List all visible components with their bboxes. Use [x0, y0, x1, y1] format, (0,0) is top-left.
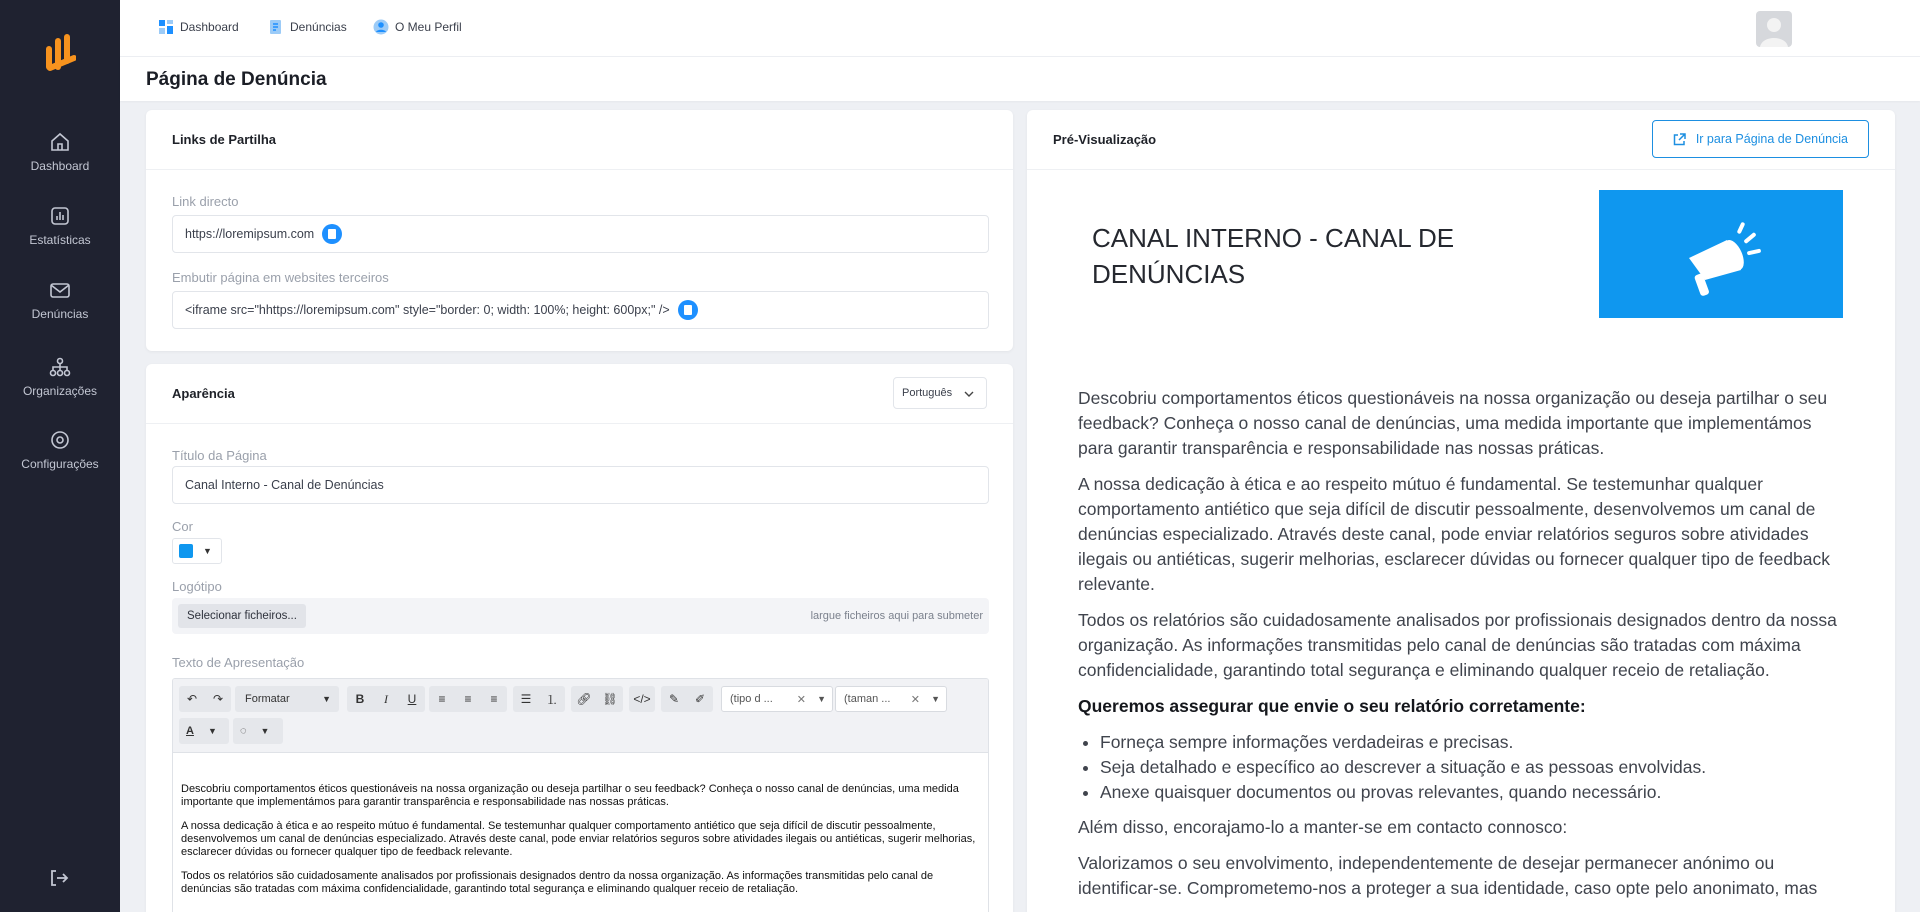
direct-link-value: https://loremipsum.com: [185, 227, 315, 241]
align-center-icon[interactable]: ≡: [464, 692, 472, 706]
embed-value: <iframe src="hhttps://loremipsum.com" style="border: 0; width: 100%; height: 600px;" />: [185, 303, 670, 317]
dashboard-icon: [158, 19, 174, 35]
align-group: [429, 686, 507, 712]
sidebar-item-label: Organizações: [22, 384, 98, 398]
font-color-button[interactable]: [179, 718, 229, 744]
text-style-group: [347, 686, 425, 712]
preview-list: [1100, 730, 1838, 805]
logo-label: Logótipo: [172, 579, 222, 594]
topnav-dashboard[interactable]: [158, 19, 239, 35]
list-group: [513, 686, 565, 712]
language-value: Português: [902, 387, 953, 399]
font-family-value: (tipo d ...: [730, 693, 773, 705]
editor-paragraph: Todos os relatórios são cuidadosamente analisados por profissionais designados dentro da nossa organização. As informações transmitidas pelo canal de denúncias são tratadas com máxima confidencialidade, garantindo total segurança e eliminando qualquer receio de retaliação.: [181, 870, 934, 895]
editor-paragraph: A nossa dedicação à ética e ao respeito mútuo é fundamental. Se testemunhar qualquer comportamento antiético que seja difícil de discutir pessoalmente, desenvolvemos um canal de denúncias especializado. Através deste canal, pode enviar relatórios seguros sobre atividades ilegais ou antiéticas, sugerir melhorias, esclarecer dúvidas ou fornecer qualquer tipo de feedback relevante.: [181, 820, 976, 858]
gear-icon: [49, 429, 71, 451]
format-dropdown[interactable]: [235, 686, 339, 712]
links-card: [146, 110, 1013, 351]
upload-hint: largue ficheiros aqui para submeter: [810, 610, 983, 622]
topnav-label: Dashboard: [180, 20, 239, 34]
unlink-icon[interactable]: ⛓︎: [602, 692, 618, 706]
select-files-button[interactable]: Selecionar ficheiros...: [178, 604, 306, 628]
background-color-button[interactable]: [233, 718, 283, 744]
clear-format-icon[interactable]: ✎: [668, 692, 680, 706]
direct-link-label: Link directo: [172, 194, 239, 209]
close-icon[interactable]: ✕: [910, 693, 920, 706]
appearance-card-title: Aparência: [172, 386, 235, 401]
copy-icon[interactable]: [322, 224, 342, 244]
preview-paragraph: Descobriu comportamentos éticos questionáveis na nossa organização ou deseja partilhar o seu feedback? Conheça o nosso canal de denúncias, uma medida importante que implementámos para garantir transparência e responsabilidade nas nossas práticas.: [1078, 388, 1828, 458]
avatar[interactable]: [1756, 11, 1792, 47]
page-title-label: Título da Página: [172, 448, 267, 463]
redo-icon[interactable]: ↷: [212, 692, 224, 706]
megaphone-icon: [1599, 190, 1843, 318]
links-card-header: [146, 110, 1013, 170]
sidebar-item-dashboard[interactable]: [0, 131, 120, 173]
home-icon: [49, 131, 71, 153]
rich-text-editor[interactable]: [172, 678, 989, 912]
page-title-field[interactable]: [172, 466, 989, 504]
sidebar-item-estatisticas[interactable]: [0, 205, 120, 247]
italic-icon[interactable]: I: [384, 691, 388, 706]
sidebar-item-denuncias[interactable]: [0, 279, 120, 321]
color-picker[interactable]: [172, 538, 222, 564]
code-group: [629, 686, 655, 712]
embed-label: Embutir página em websites terceiros: [172, 270, 389, 285]
topnav-label: O Meu Perfil: [395, 20, 462, 34]
appearance-card: [146, 364, 1013, 912]
history-group: [179, 686, 231, 712]
preview-heading: CANAL INTERNO - CANAL DE DENÚNCIAS: [1092, 223, 1455, 289]
link-icon[interactable]: 🔗︎: [576, 692, 592, 706]
mail-icon: [49, 279, 71, 301]
copy-icon[interactable]: [678, 300, 698, 320]
color-swatch: [179, 544, 193, 558]
user-avatar-icon: [1756, 11, 1792, 47]
page-title-value: Canal Interno - Canal de Denúncias: [185, 478, 384, 492]
clean-html-icon[interactable]: ✐: [694, 692, 706, 706]
caret-down-icon: ▼: [817, 694, 826, 704]
bullet-list-icon[interactable]: ☰: [520, 692, 532, 706]
preview-paragraph: Além disso, encorajamo-lo a manter-se em contacto connosco:: [1078, 817, 1568, 837]
preview-banner: [1599, 190, 1843, 318]
font-family-select[interactable]: [721, 686, 833, 712]
editor-content[interactable]: [173, 753, 988, 896]
link-group: [571, 686, 623, 712]
page-header: [120, 57, 1920, 101]
chart-icon: [49, 205, 71, 227]
preview-card-title: Pré-Visualização: [1053, 132, 1157, 147]
org-icon: [49, 356, 71, 378]
document-icon: [268, 19, 284, 35]
external-link-icon: [1673, 133, 1686, 146]
caret-down-icon: ▼: [203, 546, 212, 556]
topnav-perfil[interactable]: [373, 19, 462, 35]
embed-field[interactable]: [172, 291, 989, 329]
code-icon[interactable]: </>: [633, 692, 651, 706]
sidebar-item-organizacoes[interactable]: [0, 356, 120, 398]
sidebar-item-label: Denúncias: [31, 307, 89, 321]
topnav-denuncias[interactable]: [268, 19, 347, 35]
caret-down-icon: ▼: [207, 726, 217, 736]
bold-icon[interactable]: B: [355, 692, 365, 706]
close-icon[interactable]: ✕: [796, 693, 806, 706]
appearance-card-header: [146, 364, 1013, 424]
top-bar: [120, 0, 1920, 57]
logo-upload[interactable]: [172, 598, 989, 634]
topnav-label: Denúncias: [290, 20, 347, 34]
sidebar-item-label: Estatísticas: [29, 233, 91, 247]
language-select[interactable]: [893, 377, 987, 409]
editor-paragraph: Descobriu comportamentos éticos questionáveis na nossa organização ou deseja partilhar o seu feedback? Conheça o nosso canal de denúncias, uma medida importante que implementámos para garantir transparência e responsabilidade nas nossas práticas.: [181, 783, 959, 808]
preview-card-header: [1027, 110, 1895, 170]
preview-body: [1078, 386, 1838, 912]
brand-logo-icon[interactable]: [44, 32, 76, 72]
list-item: • Anexe quaisquer documentos ou provas relevantes, quando necessário.: [1100, 780, 1838, 805]
font-color-icon: A: [186, 725, 194, 737]
preview-paragraph: A nossa dedicação à ética e ao respeito mútuo é fundamental. Se testemunhar qualquer comportamento antiético que seja difícil de discutir pessoalmente, desenvolvemos um canal de denúncias especializado. Através deste canal, pode enviar relatórios seguros sobre atividades ilegais ou antiéticas, sugerir melhorias, esclarecer dúvidas ou fornecer qualquer tipo de feedback relevante.: [1078, 474, 1830, 594]
sidebar-item-label: Dashboard: [30, 159, 90, 173]
undo-icon[interactable]: ↶: [186, 692, 198, 706]
caret-down-icon: ▼: [260, 726, 270, 736]
drop-icon: ◌: [240, 725, 247, 737]
clean-group: [661, 686, 713, 712]
caret-down-icon: ▼: [931, 694, 940, 704]
caret-down-icon: ▼: [322, 694, 331, 704]
preview-paragraph: Valorizamos o seu envolvimento, independentemente de desejar permanecer anónimo ou identificar-se. Comprometemo-nos a proteger a sua identidade, caso opte pelo anonimato, mas: [1078, 853, 1818, 898]
align-left-icon[interactable]: ≡: [438, 692, 446, 706]
list-item: • Forneça sempre informações verdadeiras e precisas.: [1100, 730, 1838, 755]
logout-icon[interactable]: [49, 869, 69, 887]
underline-icon[interactable]: U: [407, 692, 417, 706]
go-to-page-button[interactable]: [1652, 120, 1869, 158]
chevron-down-icon: [964, 389, 974, 399]
font-size-select[interactable]: [835, 686, 947, 712]
user-icon: [373, 19, 389, 35]
align-right-icon[interactable]: ≡: [490, 692, 498, 706]
direct-link-field[interactable]: [172, 215, 989, 253]
links-card-title: Links de Partilha: [172, 132, 277, 147]
sidebar-item-label: Configurações: [21, 457, 99, 471]
sidebar: [0, 0, 120, 912]
format-label: Formatar: [245, 693, 290, 705]
list-item: • Seja detalhado e específico ao descrever a situação e as pessoas envolvidas.: [1100, 755, 1838, 780]
preview-strong: Queremos assegurar que envie o seu relatório corretamente:: [1078, 696, 1586, 716]
page-title: Página de Denúncia: [146, 69, 327, 90]
preview-paragraph: Todos os relatórios são cuidadosamente analisados por profissionais designados dentro da nossa organização. As informações transmitidas pelo canal de denúncias são tratadas com máxima confidencialidade, garantindo total segurança e eliminando qualquer receio de retaliação.: [1078, 610, 1837, 680]
go-to-page-label: Ir para Página de Denúncia: [1695, 132, 1848, 146]
preview-card: [1027, 110, 1895, 912]
intro-text-label: Texto de Apresentação: [172, 655, 305, 670]
editor-toolbar: [173, 679, 988, 753]
sidebar-item-configuracoes[interactable]: [0, 429, 120, 471]
numbered-list-icon[interactable]: ⒈: [545, 692, 558, 707]
font-size-value: (taman ...: [844, 693, 891, 705]
color-label: Cor: [172, 519, 193, 534]
